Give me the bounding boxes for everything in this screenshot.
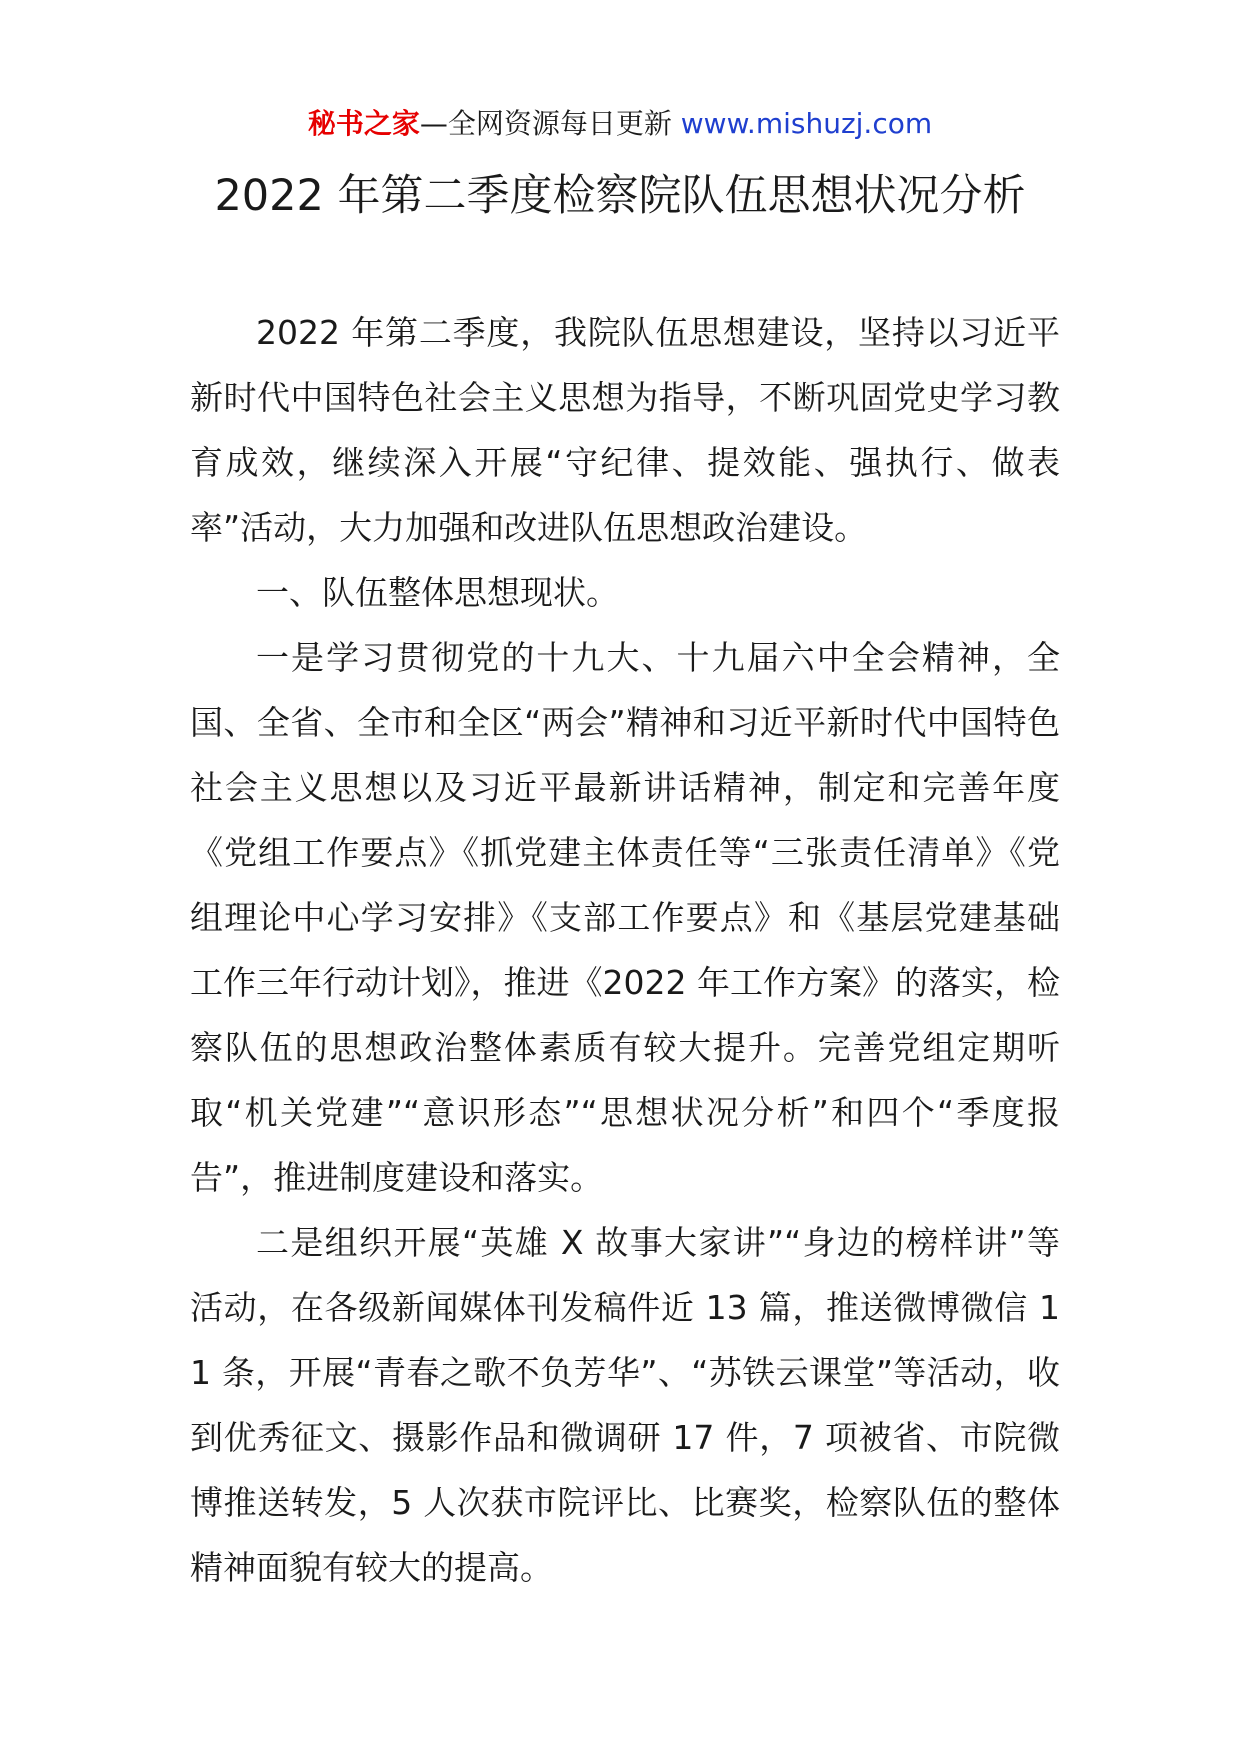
document-title: 2022 年第二季度检察院队伍思想状况分析 bbox=[214, 171, 1026, 221]
section-heading: 一、队伍整体思想现状。 bbox=[256, 573, 619, 612]
site-url-link[interactable]: www.mishuzj.com bbox=[680, 107, 933, 140]
paragraph-intro: 2022 年第二季度，我院队伍思想建设，坚持以习近平新时代中国特色社会主义思想为指导，不断巩固党史学习教育成效，继续深入开展“守纪律、提效能、强执行、做表率”活动，大力加强和改进队伍思想政治建设。 bbox=[190, 313, 1060, 547]
brand-name: 秘书之家 bbox=[307, 107, 420, 140]
banner-tagline: —全网资源每日更新 bbox=[419, 107, 681, 140]
site-banner bbox=[0, 104, 1240, 144]
document-body bbox=[190, 300, 1060, 1600]
paragraph-point-two: 二是组织开展“英雄 X 故事大家讲”“身边的榜样讲”等活动，在各级新闻媒体刊发稿件近 13 篇，推送微博微信 11 条，开展“青春之歌不负芳华”、“苏铁云课堂”等活动，收到优秀征文、摄影作品和微调研 17 件，7 项被省、市院微博推送转发，5 人次获市院评比、比赛奖，检察队伍的整体精神面貌有较大的提高。 bbox=[190, 1223, 1060, 1587]
paragraph-point-one: 一是学习贯彻党的十九大、十九届六中全会精神，全国、全省、全市和全区“两会”精神和习近平新时代中国特色社会主义思想以及习近平最新讲话精神，制定和完善年度《党组工作要点》《抓党建主体责任等“三张责任清单》《党组理论中心学习安排》《支部工作要点》和《基层党建基础工作三年行动计划》，推进《2022 年工作方案》的落实，检察队伍的思想政治整体素质有较大提升。完善党组定期听取“机关党建”“意识形态”“思想状况分析”和四个“季度报告”，推进制度建设和落实。 bbox=[190, 638, 1060, 1197]
